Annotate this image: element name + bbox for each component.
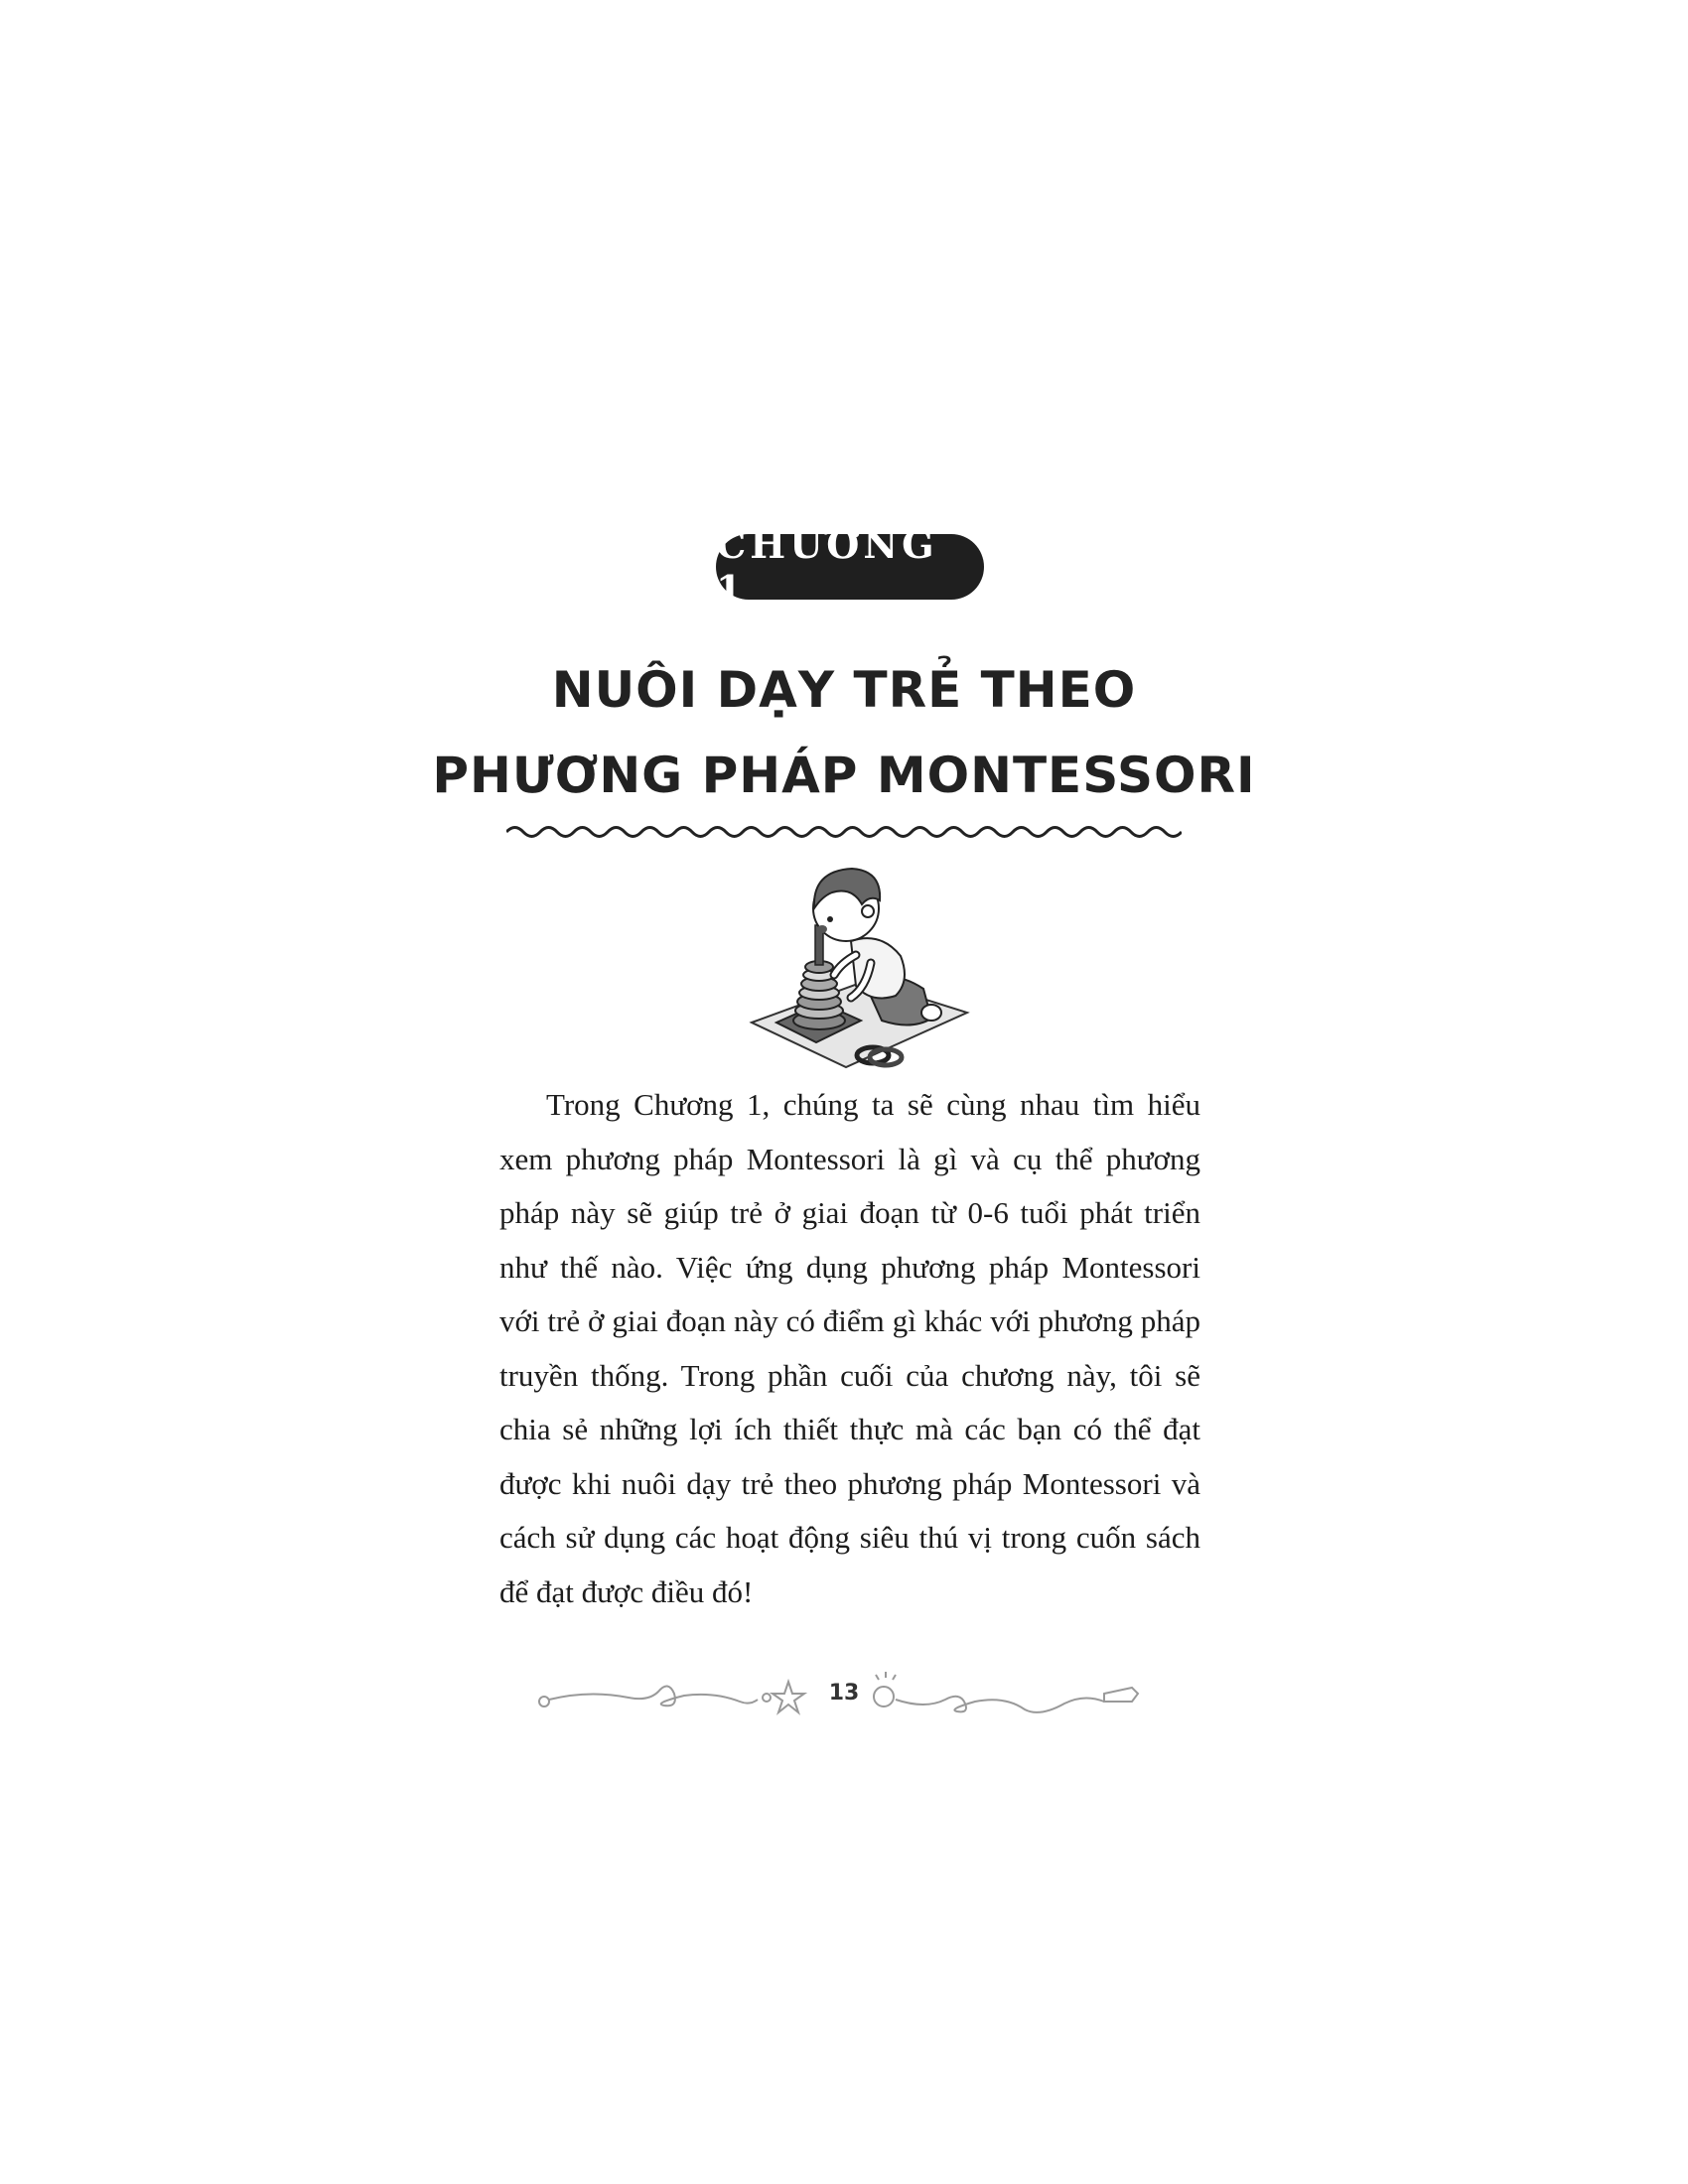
- page-number: 13: [828, 1681, 860, 1706]
- chapter-intro-paragraph: Trong Chương 1, chúng ta sẽ cùng nhau tìm hiểu xem phương pháp Montessori là gì và cụ thể phương pháp này sẽ giúp trẻ ở giai đoạn từ 0-6 tuổi phát triển như thế nào. Việc ứng dụng phương pháp Montessori với trẻ ở giai đoạn này có điểm gì khác với phương pháp truyền thống. Trong phần cuối của chương này, tôi sẽ chia sẻ những lợi ích thiết thực mà các bạn có thể đạt được khi nuôi dạy trẻ theo phương pháp Montessori và cách sử dụng các hoạt động siêu thú vị trong cuốn sách để đạt được điều đó!: [499, 1087, 1200, 1609]
- chapter-title-line-1: NUÔI DẠY TRẺ THEO: [551, 661, 1137, 719]
- chapter-badge: [716, 522, 984, 612]
- wavy-divider: [506, 820, 1182, 844]
- child-stacking-rings-illustration: [747, 864, 975, 1072]
- chapter-title-line-2: PHƯƠNG PHÁP MONTESSORI: [432, 747, 1256, 804]
- chapter-label: CHƯƠNG 1: [716, 522, 938, 612]
